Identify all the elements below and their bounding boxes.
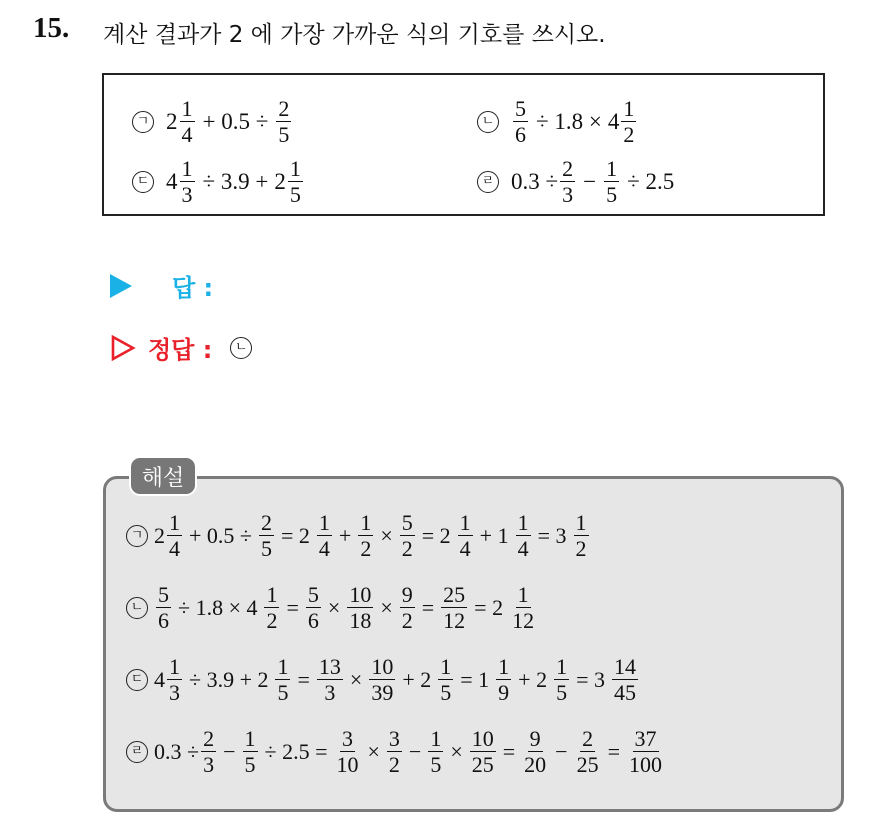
whole-number: 2 [166, 108, 178, 134]
answer-label: 답 : [172, 274, 214, 302]
denominator: 2 [360, 536, 372, 562]
expr-text: − [223, 738, 236, 764]
question-text: 계산 결과가 2 에 가장 가까운 식의 기호를 쓰시오. [103, 22, 606, 48]
denominator: 3 [203, 752, 215, 778]
numerator: 1 [440, 654, 452, 679]
denominator: 3 [324, 680, 336, 706]
operator-text: 0.3 ÷ [511, 168, 559, 194]
fraction [306, 583, 321, 632]
numerator: 1 [517, 582, 529, 607]
expr-text: = 3 [537, 522, 567, 548]
numerator: 2 [203, 726, 215, 751]
denominator: 39 [371, 680, 394, 706]
fraction [621, 97, 636, 146]
fraction [574, 511, 589, 560]
fraction [288, 157, 303, 206]
denominator: 5 [556, 680, 568, 706]
denominator: 5 [278, 122, 290, 148]
explanation-line-d [126, 727, 666, 776]
answer-row [110, 268, 213, 303]
expr-text: = [286, 594, 299, 620]
expr-text: = [502, 738, 516, 764]
numerator: 1 [266, 582, 278, 607]
expr-text: × [367, 738, 380, 764]
fraction [243, 727, 258, 776]
denominator: 5 [289, 182, 301, 208]
fraction [358, 511, 373, 560]
denominator: 4 [169, 536, 180, 562]
fraction [317, 511, 332, 560]
expr-text: 4 [154, 666, 165, 692]
numerator: 1 [623, 96, 635, 121]
numerator: 1 [575, 510, 587, 535]
fraction [369, 655, 395, 704]
explanation-line-b [126, 583, 538, 632]
fraction [560, 157, 575, 206]
expr-text: = [607, 738, 621, 764]
fraction [259, 511, 274, 560]
whole-number: 4 [166, 168, 178, 194]
denominator: 25 [471, 752, 494, 778]
denominator: 18 [349, 608, 372, 634]
explanation-title: 해설 [129, 456, 197, 496]
fraction [275, 655, 290, 704]
mark-c: ㄷ [126, 669, 148, 691]
numerator: 14 [614, 654, 637, 679]
numerator: 1 [360, 510, 372, 535]
expr-text: × [450, 738, 463, 764]
fraction [180, 157, 195, 206]
mark-d: ㄹ [126, 741, 148, 763]
fraction [612, 655, 638, 704]
numerator: 1 [459, 510, 471, 535]
fraction [604, 157, 619, 206]
numerator: 1 [556, 654, 568, 679]
expr-text: × [380, 594, 393, 620]
fraction [264, 583, 279, 632]
numerator: 1 [277, 654, 289, 679]
fraction [387, 727, 402, 776]
fraction [513, 97, 528, 146]
mark-b: ㄴ [126, 597, 148, 619]
denominator: 5 [430, 752, 442, 778]
expr-text: − [408, 738, 422, 764]
expr-text: = 2 [280, 522, 310, 548]
correct-answer-label: 정답 : [148, 336, 213, 364]
denominator: 10 [336, 752, 359, 778]
choice-a [132, 97, 293, 146]
numerator: 25 [443, 582, 466, 607]
expr-text: × [380, 522, 393, 548]
expr-text: 2 [154, 522, 165, 548]
denominator: 4 [318, 536, 330, 562]
numerator: 1 [169, 510, 180, 535]
denominator: 3 [181, 182, 193, 208]
operator-text: ÷ 3.9 + [202, 168, 269, 194]
denominator: 25 [576, 752, 599, 778]
expr-text: = 3 [576, 666, 606, 692]
expr-text: 0.3 ÷ [154, 738, 200, 764]
numerator: 1 [517, 510, 529, 535]
denominator: 45 [614, 680, 637, 706]
choice-d-mark: ㄹ [477, 171, 499, 193]
fraction [400, 511, 415, 560]
numerator: 1 [606, 156, 618, 181]
numerator: 1 [289, 156, 301, 181]
expr-text: + 2 [518, 666, 548, 692]
fraction [156, 583, 171, 632]
numerator: 2 [582, 726, 594, 751]
denominator: 5 [277, 680, 289, 706]
expr-text: ÷ 1.8 × 4 [178, 594, 258, 620]
denominator: 6 [158, 608, 169, 634]
choice-d [477, 157, 680, 206]
explanation-line-a [126, 511, 591, 560]
explanation-line-c [126, 655, 640, 704]
fraction [276, 97, 291, 146]
denominator: 5 [244, 752, 256, 778]
denominator: 4 [181, 122, 193, 148]
denominator: 2 [575, 536, 587, 562]
denominator: 4 [459, 536, 471, 562]
expr-text: + [338, 522, 352, 548]
numerator: 13 [318, 654, 341, 679]
operator-text: − [583, 168, 597, 194]
fraction [627, 727, 664, 776]
numerator: 2 [278, 96, 290, 121]
expr-text: × [327, 594, 341, 620]
denominator: 2 [388, 752, 400, 778]
numerator: 10 [471, 726, 494, 751]
question-number: 15. [33, 12, 70, 44]
expr-text: = 2 [474, 594, 504, 620]
numerator: 1 [169, 654, 180, 679]
expr-text: + 0.5 ÷ [189, 522, 252, 548]
numerator: 1 [430, 726, 442, 751]
correct-answer-mark: ㄴ [230, 337, 252, 359]
numerator: 9 [401, 582, 413, 607]
numerator: 1 [181, 96, 193, 121]
expr-text: − [555, 738, 568, 764]
whole-number: 2 [274, 168, 286, 194]
expr-text: ÷ 3.9 + 2 [189, 666, 269, 692]
numerator: 1 [498, 654, 510, 679]
whole-number: 4 [607, 108, 620, 134]
denominator: 100 [629, 752, 663, 778]
denominator: 5 [260, 536, 272, 562]
denominator: 2 [401, 608, 413, 634]
numerator: 1 [181, 156, 193, 181]
explanation-box [103, 476, 844, 812]
numerator: 2 [260, 510, 272, 535]
denominator: 5 [606, 182, 618, 208]
fraction [201, 727, 216, 776]
operator-text: ÷ 2.5 [627, 168, 675, 194]
denominator: 2 [623, 122, 635, 148]
choice-c-mark: ㄷ [132, 171, 154, 193]
fraction [428, 727, 443, 776]
fraction [522, 727, 548, 776]
numerator: 3 [341, 726, 353, 751]
operator-text: + 0.5 ÷ [202, 108, 269, 134]
expr-text: = [297, 666, 310, 692]
denominator: 3 [562, 182, 574, 208]
fraction [470, 727, 496, 776]
numerator: 5 [515, 96, 526, 121]
outline-play-icon [110, 335, 136, 361]
choice-c [132, 157, 305, 206]
denominator: 6 [515, 122, 526, 148]
numerator: 5 [307, 582, 319, 607]
fraction [510, 583, 536, 632]
denominator: 12 [512, 608, 535, 634]
choice-a-mark: ㄱ [132, 111, 154, 133]
numerator: 10 [371, 654, 394, 679]
denominator: 6 [307, 608, 319, 634]
denominator: 12 [443, 608, 466, 634]
denominator: 5 [440, 680, 452, 706]
denominator: 3 [169, 680, 180, 706]
expr-text: = 2 [421, 522, 451, 548]
expr-text: × [349, 666, 363, 692]
expr-text: + 1 [479, 522, 509, 548]
fraction [554, 655, 569, 704]
numerator: 5 [158, 582, 169, 607]
numerator: 2 [562, 156, 574, 181]
denominator: 2 [401, 536, 413, 562]
expr-text: = 1 [460, 666, 490, 692]
denominator: 9 [498, 680, 510, 706]
mark-a: ㄱ [126, 525, 148, 547]
fraction [347, 583, 373, 632]
numerator: 1 [244, 726, 256, 751]
fraction [180, 97, 195, 146]
choice-b [477, 97, 638, 146]
fraction [575, 727, 601, 776]
numerator: 5 [401, 510, 413, 535]
numerator: 10 [349, 582, 372, 607]
fraction [458, 511, 473, 560]
numerator: 9 [529, 726, 541, 751]
choice-box [102, 73, 825, 216]
fraction [441, 583, 467, 632]
denominator: 2 [266, 608, 278, 634]
operator-text: ÷ 1.8 × [536, 108, 602, 134]
fraction [167, 511, 182, 560]
fraction [167, 655, 182, 704]
expr-text: + 2 [402, 666, 432, 692]
expr-text: ÷ 2.5 = [264, 738, 328, 764]
choice-b-mark: ㄴ [477, 111, 499, 133]
denominator: 4 [517, 536, 529, 562]
fraction [317, 655, 343, 704]
play-icon [110, 274, 132, 298]
numerator: 37 [634, 726, 657, 751]
fraction [438, 655, 453, 704]
fraction [496, 655, 511, 704]
fraction [516, 511, 531, 560]
expr-text: = [421, 594, 435, 620]
fraction [400, 583, 415, 632]
numerator: 1 [318, 510, 330, 535]
fraction [334, 727, 360, 776]
correct-answer-row [110, 330, 264, 365]
numerator: 3 [388, 726, 400, 751]
denominator: 20 [524, 752, 547, 778]
